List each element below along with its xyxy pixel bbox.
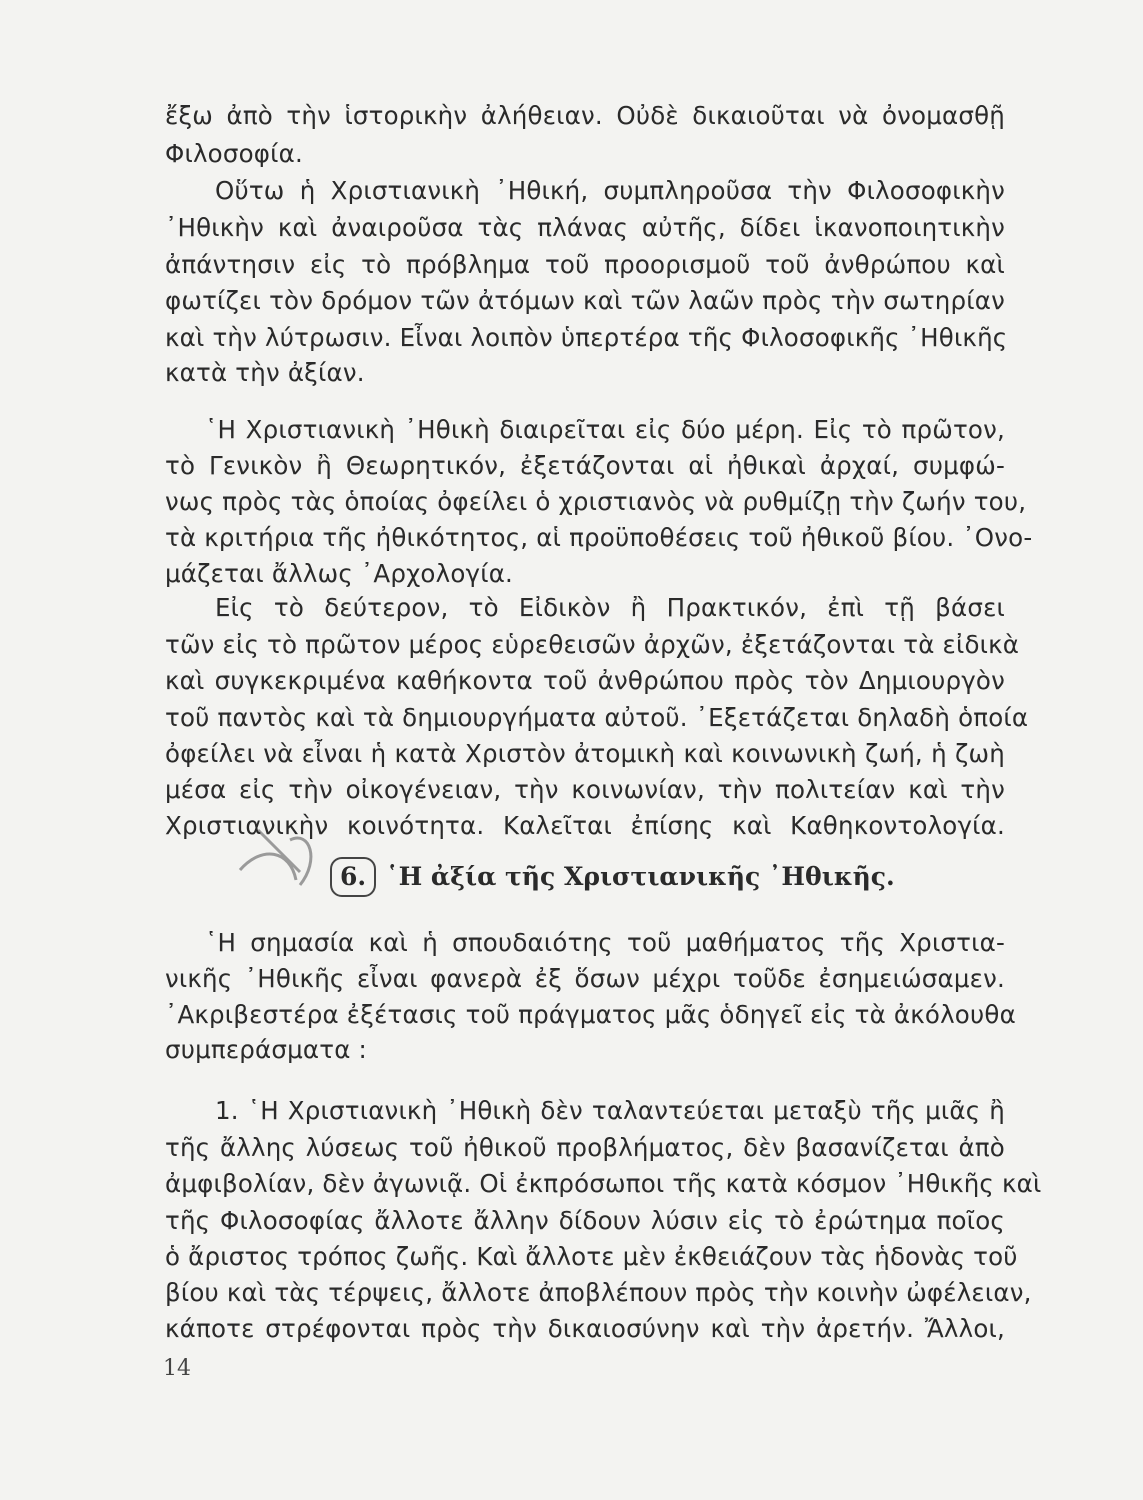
page-number: 14 xyxy=(163,1356,191,1381)
text-line: φωτίζει τὸν δρόμον τῶν ἀτόμων καὶ τῶν λαῶν πρὸς τὴν σωτηρίαν xyxy=(165,286,1005,315)
text-line: ὀφείλει νὰ εἶναι ἡ κατὰ Χριστὸν ἀτομικὴ καὶ κοινωνικὴ ζωή, ἡ ζωὴ xyxy=(165,739,1005,768)
text-line: τῆς Φιλοσοφίας ἄλλοτε ἄλλην δίδουν λύσιν εἰς τὸ ἐρώτημα ποῖος xyxy=(165,1206,1005,1235)
text-line: κάποτε στρέφονται πρὸς τὴν δικαιοσύνην καὶ τὴν ἀρετήν. Ἄλλοι, xyxy=(165,1314,1005,1343)
text-line: Χριστιανικὴν κοινότητα. Καλεῖται ἐπίσης καὶ Καθηκοντολογία. xyxy=(165,811,1005,840)
text-line: τῆς ἄλλης λύσεως τοῦ ἠθικοῦ προβλήματος, δὲν βασανίζεται ἀπὸ xyxy=(165,1133,1005,1162)
text-line: κατὰ τὴν ἀξίαν. xyxy=(165,358,365,387)
text-line: 1. ῾Η Χριστιανικὴ ᾿Ηθικὴ δὲν ταλαντεύεται μεταξὺ τῆς μιᾶς ἢ xyxy=(215,1096,1005,1125)
text-line: ὁ ἄριστος τρόπος ζωῆς. Καὶ ἄλλοτε μὲν ἐκθειάζουν τὰς ἡδονὰς τοῦ xyxy=(165,1242,1018,1271)
text-line: ᾿Ακριβεστέρα ἐξέτασις τοῦ πράγματος μᾶς ὁδηγεῖ εἰς τὰ ἀκόλουθα xyxy=(165,1000,1016,1029)
text-line: βίου καὶ τὰς τέρψεις, ἄλλοτε ἀποβλέπουν πρὸς τὴν κοινὴν ὠφέλειαν, xyxy=(165,1278,1032,1307)
text-line: μάζεται ἄλλως ᾿Αρχολογία. xyxy=(165,559,514,588)
section-title: ῾Η ἀξία τῆς Χριστιανικῆς ᾿Ηθικῆς. xyxy=(386,862,895,891)
text-line: Εἰς τὸ δεύτερον, τὸ Εἰδικὸν ἢ Πρακτικόν, ἐπὶ τῇ βάσει xyxy=(215,593,1005,622)
text-line: ἀμφιβολίαν, δὲν ἀγωνιᾷ. Οἱ ἐκπρόσωποι τῆς κατὰ κόσμον ᾿Ηθικῆς καὶ xyxy=(165,1169,1042,1198)
text-line: καὶ τὴν λύτρωσιν. Εἶναι λοιπὸν ὑπερτέρα τῆς Φιλοσοφικῆς ᾿Ηθικῆς xyxy=(165,323,1008,352)
text-line: τῶν εἰς τὸ πρῶτον μέρος εὑρεθεισῶν ἀρχῶν, ἐξετάζονται τὰ εἰδικὰ xyxy=(165,630,1020,659)
text-line: ῾Η Χριστιανικὴ ᾿Ηθικὴ διαιρεῖται εἰς δύο μέρη. Εἰς τὸ πρῶτον, xyxy=(205,415,1005,444)
text-line: καὶ συγκεκριμένα καθήκοντα τοῦ ἀνθρώπου πρὸς τὸν Δημιουργὸν xyxy=(165,666,1005,695)
text-line: συμπεράσματα : xyxy=(165,1035,367,1064)
text-line: ἔξω ἀπὸ τὴν ἱστορικὴν ἀλήθειαν. Οὐδὲ δικαιοῦται νὰ ὀνομασθῇ xyxy=(165,101,1005,130)
section-heading xyxy=(330,857,895,897)
text-line: Οὕτω ἡ Χριστιανικὴ ᾿Ηθική, συμπληροῦσα τὴν Φιλοσοφικὴν xyxy=(215,176,1005,205)
text-line: ᾿Ηθικὴν καὶ ἀναιροῦσα τὰς πλάνας αὐτῆς, δίδει ἱκανοποιητικὴν xyxy=(165,213,1005,242)
text-line: Φιλοσοφία. xyxy=(165,139,303,168)
text-line: μέσα εἰς τὴν οἰκογένειαν, τὴν κοινωνίαν, τὴν πολιτείαν καὶ τὴν xyxy=(165,775,1005,804)
text-line: νως πρὸς τὰς ὁποίας ὀφείλει ὁ χριστιανὸς νὰ ρυθμίζῃ τὴν ζωήν του, xyxy=(165,487,1027,516)
text-line: τοῦ παντὸς καὶ τὰ δημιουργήματα αὐτοῦ. ᾿Εξετάζεται δηλαδὴ ὁποία xyxy=(165,703,1029,732)
text-line: ῾Η σημασία καὶ ἡ σπουδαιότης τοῦ μαθήματος τῆς Χριστια- xyxy=(205,928,1005,957)
text-line: τὰ κριτήρια τῆς ἠθικότητος, αἱ προϋποθέσεις τοῦ ἠθικοῦ βίου. ᾿Ονο- xyxy=(165,523,1033,552)
text-line: νικῆς ᾿Ηθικῆς εἶναι φανερὰ ἐξ ὅσων μέχρι τοῦδε ἐσημειώσαμεν. xyxy=(165,964,1005,993)
text-line: τὸ Γενικὸν ἢ Θεωρητικόν, ἐξετάζονται αἱ ἠθικαὶ ἀρχαί, συμφώ- xyxy=(165,451,1005,480)
text-line: ἀπάντησιν εἰς τὸ πρόβλημα τοῦ προορισμοῦ τοῦ ἀνθρώπου καὶ xyxy=(165,250,1005,279)
section-number: 6. xyxy=(330,857,376,897)
